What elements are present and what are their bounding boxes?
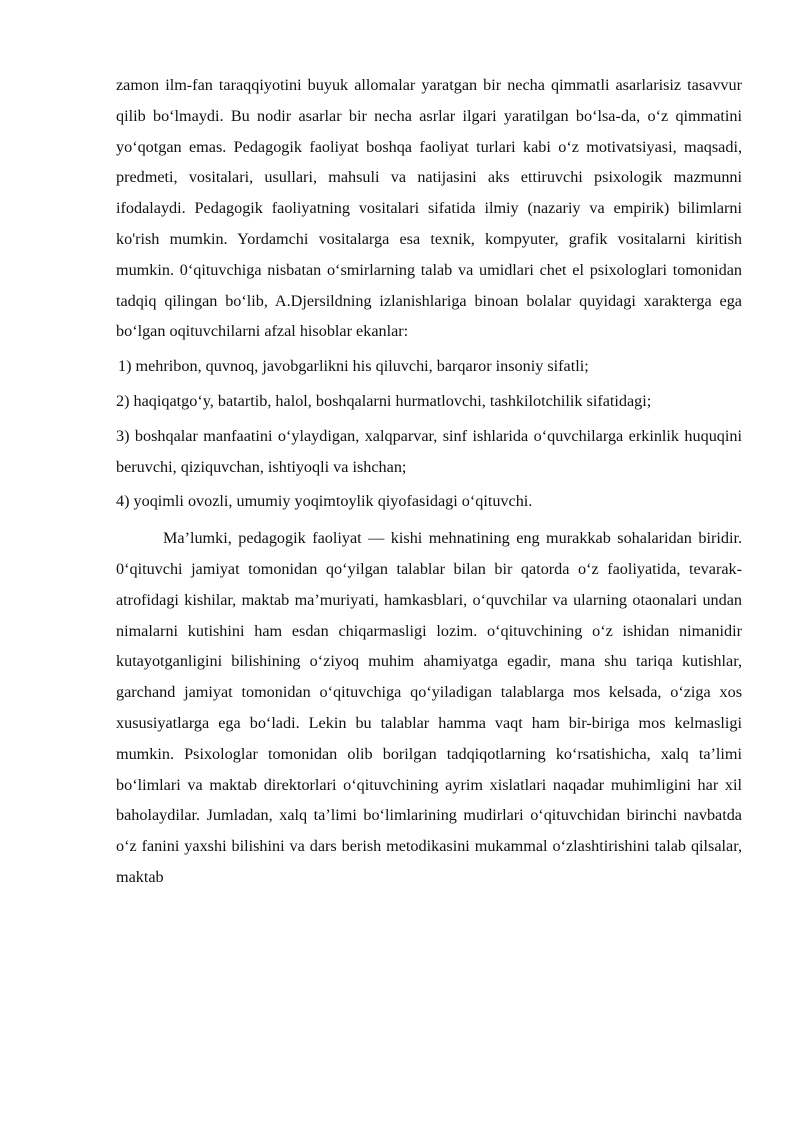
list-item-4: 4) yoqimli ovozli, umumiy yoqimtoylik qiyofasidagi oʻqituvchi.	[116, 492, 533, 511]
paragraph-2: Ma’lumki, pedagogik faoliyat — kishi mehnatining eng murakkab sohalaridan biridir. 0ʻqituvchi jamiyat tomonidan qoʻyilgan talablar bilan bir qatorda oʻz faoliyatida, tevarak-atrofidagi kishilar, maktab ma’muriyati, hamkasblari, oʻquvchilar va ularning otaonalari undan nimalarni kutishini ham esdan chiqarmasligi lozim. oʻqituvchining oʻz ishidan nimanidir kutayotganligini bilishining oʻziyoq muhim ahamiyatga egadir, mana shu tariqa kutishlar, garchand jamiyat tomonidan oʻqituvchiga qoʻyiladigan talablarga mos kelsada, oʻziga xos xususiyatlarga ega boʻladi. Lekin bu talablar hamma vaqt ham bir-biriga mos kelmasligi mumkin. Psixologlar tomonidan olib borilgan tadqiqotlarning koʻrsatishicha, xalq ta’limi boʻlimlari va maktab direktorlari oʻqituvchining ayrim xislatlari naqadar muhimligini har xil baholaydilar. Jumladan, xalq ta’limi boʻlimlarining mudirlari oʻqituvchidan birinchi navbatda oʻz fanini yaxshi bilishini va dars berish metodikasini mukammal oʻzlashtirishini talab qilsalar, maktab	[116, 529, 742, 886]
list-item-2: 2) haqiqatgoʻy, batartib, halol, boshqalarni hurmatlovchi, tashkilotchilik sifatidagi;	[116, 391, 652, 410]
list-item-3: 3) boshqalar manfaatini oʻylaydigan, xalqparvar, sinf ishlarida oʻquvchilarga erkinlik huquqini beruvchi, qiziquvchan, ishtiyoqli va ishchan;	[116, 426, 742, 476]
document-page	[116, 70, 742, 893]
list-item-1: 1) mehribon, quvnoq, javobgarlikni his qiluvchi, barqaror insoniy sifatli;	[118, 357, 589, 376]
paragraph-1: zamon ilm-fan taraqqiyotini buyuk allomalar yaratgan bir necha qimmatli asarlarisiz tasavvur qilib boʻlmaydi. Bu nodir asarlar bir necha asrlar ilgari yaratilgan boʻlsa-da, oʻz qimmatini yoʻqotgan emas. Pedagogik faoliyat boshqa faoliyat turlari kabi oʻz motivatsiyasi, maqsadi, predmeti, vositalari, usullari, mahsuli va natijasini aks ettiruvchi psixologik mazmunni ifodalaydi. Pedagogik faoliyatning vositalari sifatida ilmiy (nazariy va empirik) bilimlarni ko'rish mumkin. Yordamchi vositalarga esa texnik, kompyuter, grafik vositalarni kiritish mumkin. 0ʻqituvchiga nisbatan oʻsmirlarning talab va umidlari chet el psixologlari tomonidan tadqiq qilingan boʻlib, A.Djersildning izlanishlariga binoan bolalar quyidagi xarakterga ega boʻlgan oqituvchilarni afzal hisoblar ekanlar:	[116, 76, 742, 341]
